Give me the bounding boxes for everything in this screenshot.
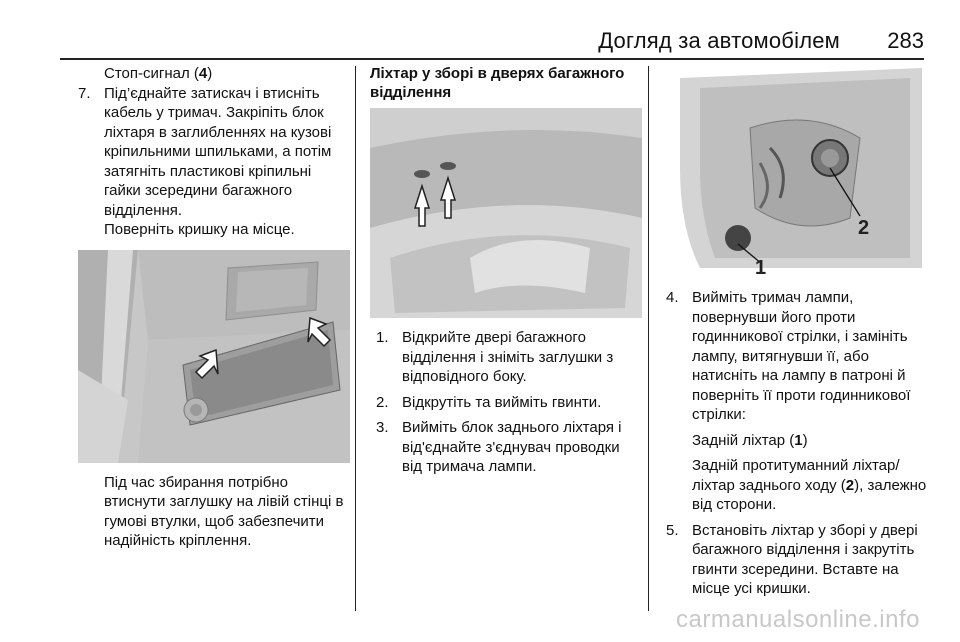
step-number: 4. <box>666 289 679 306</box>
fog-light-line: Задній протитуманний ліхтар/ ліхтар заднього ходу (2), залежно від сторони. <box>692 457 927 513</box>
column-divider-1 <box>355 66 356 611</box>
figure-tailgate-caps <box>370 108 642 318</box>
tail-light-line: Задній ліхтар (1) <box>692 431 808 449</box>
section-heading: Ліхтар у зборі в дверях багажного відділення <box>370 65 625 101</box>
figure-lamp-holders <box>660 68 932 278</box>
step-number: 5. <box>666 521 679 539</box>
step-number: 2. <box>376 393 389 411</box>
header-rule <box>60 58 924 60</box>
step-number: 3. <box>376 419 389 436</box>
step-number: 7. <box>78 84 91 102</box>
figure-label-1: 1 <box>755 257 767 278</box>
step-text: Встановіть ліхтар у зборі у двері багажного відділення і закрутіть гвинти зсередини. Вставте на місце усі кришки. <box>692 521 918 597</box>
step-text: Вийміть блок заднього ліхтаря і від'єднайте з'єднувач проводки від тримача лампи. <box>402 419 622 475</box>
column-3 <box>660 64 932 599</box>
step-3 <box>376 418 642 477</box>
step-number: 1. <box>376 329 389 346</box>
step-text: Під’єднайте затискач і втисніть кабель у тримач. Закріпіть блок ліхтаря в заглибленнях на кузові кріпильними шпильками, а потім затягніть пластикові кріпильні гайки зсередини багажного відділення. <box>104 84 332 219</box>
assembly-note: Під час збирання потрібно втиснути заглушку на лівій стінці в гумові втулки, щоб забезпечити надійність кріплення. <box>104 473 344 549</box>
page-number: 283 <box>887 28 924 53</box>
step-4 <box>666 288 932 515</box>
step-text: Відкрутіть та вийміть гвинти. <box>402 393 602 411</box>
step-text: Вийміть тримач лампи, повернувши його проти годинникової стрілки, і замініть лампу, витягнувши її, або натисніть на лампу в патроні й поверніть її проти годинникової стрілки: <box>692 289 911 423</box>
figure-label-2: 2 <box>858 217 870 239</box>
step-2 <box>376 393 642 413</box>
step-7 <box>78 84 350 240</box>
step-text: Відкрийте двері багажного відділення і зніміть заглушки з відповідного боку. <box>402 329 614 385</box>
column-1 <box>78 64 350 551</box>
column-divider-2 <box>648 66 649 611</box>
watermark: carmanualsonline.info <box>676 606 920 633</box>
figure-trunk-cover <box>78 250 350 463</box>
step-5 <box>666 521 932 599</box>
step-extra: Поверніть кришку на місце. <box>104 221 295 238</box>
continued-line: Стоп-сигнал (4) <box>104 65 213 82</box>
column-2 <box>370 64 642 477</box>
page-title: Догляд за автомобілем <box>598 28 840 53</box>
step-1 <box>376 328 642 387</box>
